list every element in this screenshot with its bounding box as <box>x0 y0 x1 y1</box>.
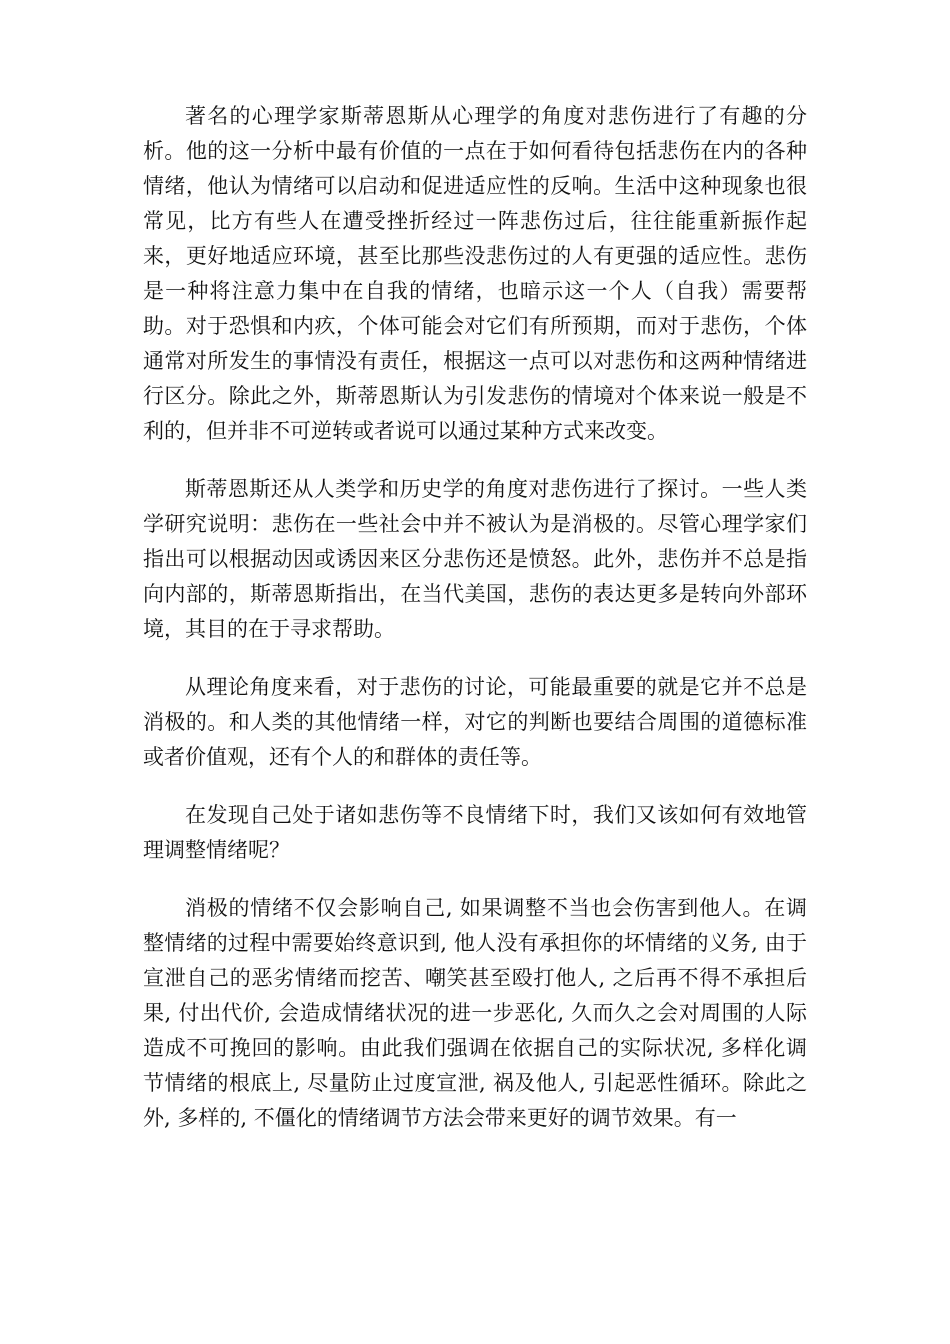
document-page <box>143 99 807 1159</box>
paragraph-3: 从理论角度来看，对于悲伤的讨论，可能最重要的就是它并不总是消极的。和人类的其他情绪一样，对它的判断也要结合周围的道德标准或者价值观，还有个人的和群体的责任等。 <box>143 675 807 769</box>
paragraph-1: 著名的心理学家斯蒂恩斯从心理学的角度对悲伤进行了有趣的分析。他的这一分析中最有价值的一点在于如何看待包括悲伤在内的各种情绪，他认为情绪可以启动和促进适应性的反响。生活中这种现象也很常见，比方有些人在遭受挫折经过一阵悲伤过后，往往能重新振作起来，更好地适应环境，甚至比那些没悲伤过的人有更强的适应性。悲伤是一种将注意力集中在自我的情绪，也暗示这一个人（自我）需要帮助。对于恐惧和内疚，个体可能会对它们有所预期，而对于悲伤，个体通常对所发生的事情没有责任，根据这一点可以对悲伤和这两种情绪进行区分。除此之外，斯蒂恩斯认为引发悲伤的情境对个体来说一般是不利的，但并非不可逆转或者说可以通过某种方式来改变。 <box>143 104 807 443</box>
paragraph-2: 斯蒂恩斯还从人类学和历史学的角度对悲伤进行了探讨。一些人类学研究说明：悲伤在一些社会中并不被认为是消极的。尽管心理学家们指出可以根据动因或诱因来区分悲伤还是愤怒。此外，悲伤并不总是指向内部的，斯蒂恩斯指出，在当代美国，悲伤的表达更多是转向外部环境，其目的在于寻求帮助。 <box>143 477 807 641</box>
paragraph-5: 消极的情绪不仅会影响自己, 如果调整不当也会伤害到他人。在调整情绪的过程中需要始终意识到, 他人没有承担你的坏情绪的义务, 由于宣泄自己的恶劣情绪而挖苦、嘲笑甚至殴打他人, 之后再不得不承担后果, 付出代价, 会造成情绪状况的进一步恶化, 久而久之会对周围的人际造成不可挽回的影响。由此我们强调在依据自己的实际状况, 多样化调节情绪的根底上, 尽量防止过度宣泄, 祸及他人, 引起恶性循环。除此之外, 多样的, 不僵化的情绪调节方法会带来更好的调节效果。有一 <box>143 896 807 1130</box>
paragraph-4: 在发现自己处于诸如悲伤等不良情绪下时，我们又该如何有效地管理调整情绪呢？ <box>143 803 807 862</box>
